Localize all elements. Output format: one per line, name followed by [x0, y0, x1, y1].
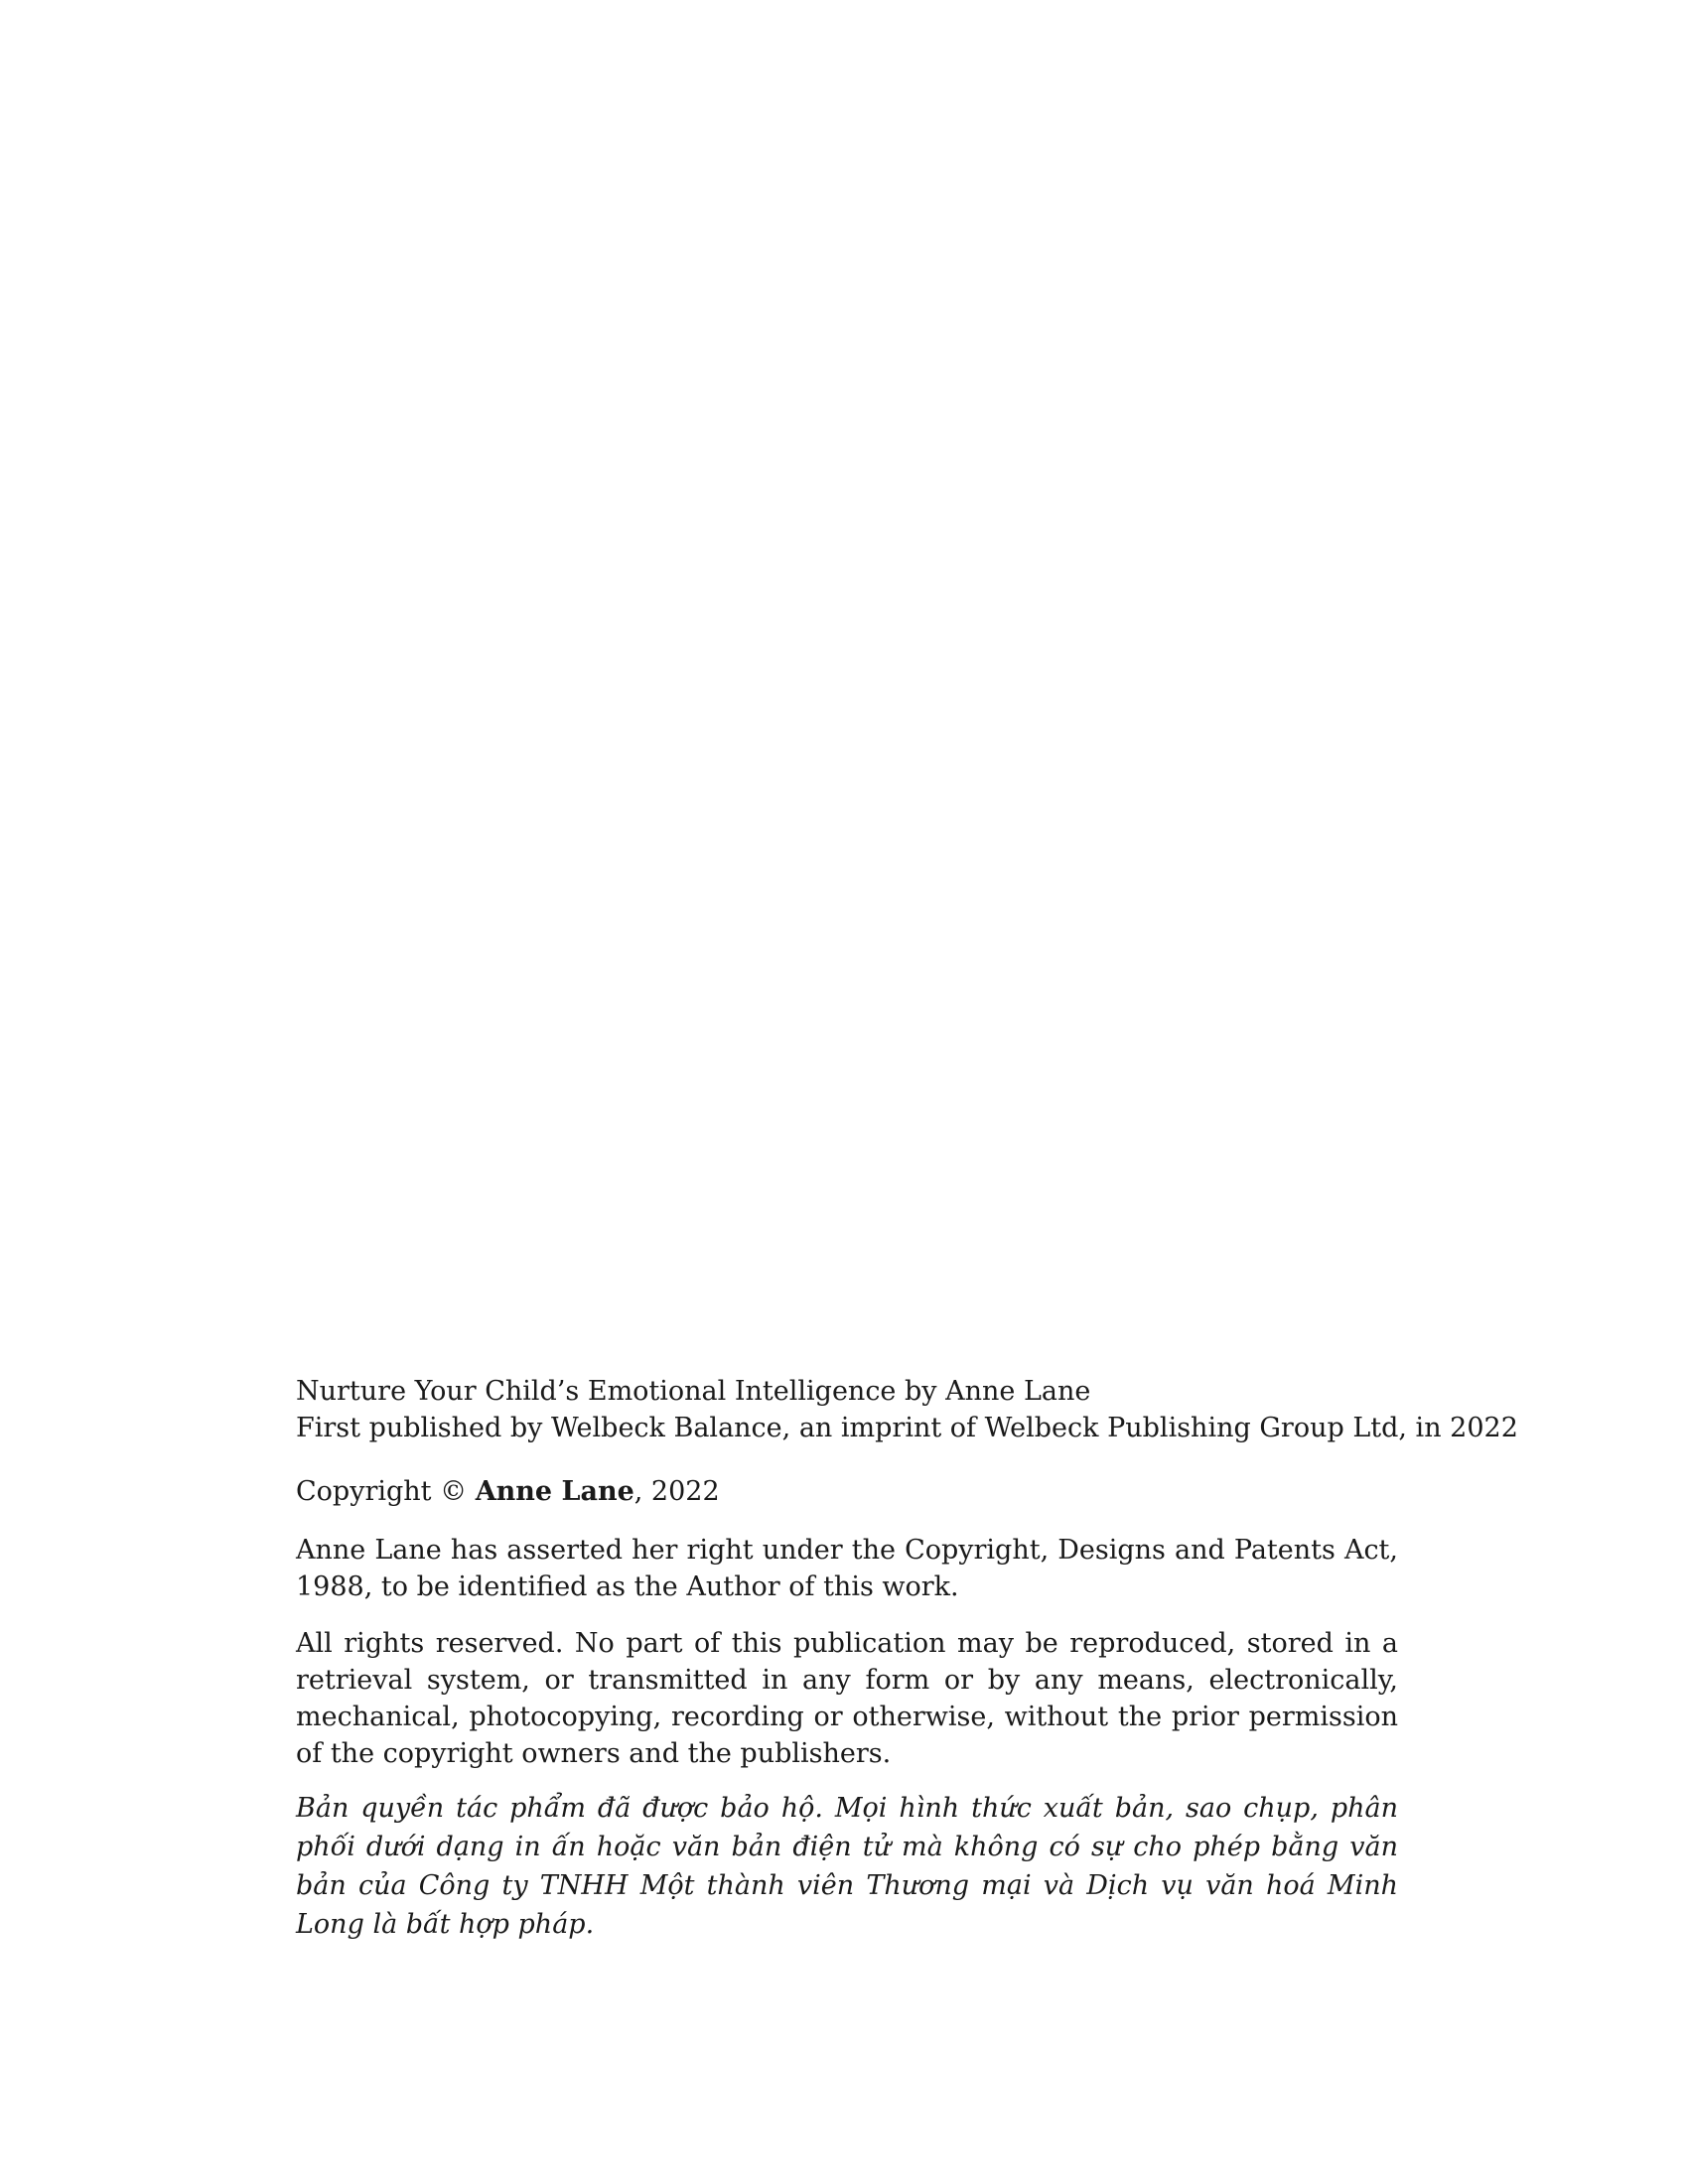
author-rights-paragraph: Anne Lane has asserted her right under the Copyright, Designs and Patents Act, 1988, to be identified as the Author of this work. [296, 1535, 1398, 1602]
copyright-holder: Anne Lane [475, 1476, 634, 1507]
copyright-prefix: Copyright © [296, 1476, 476, 1507]
copyright-line [296, 1473, 1398, 1510]
publisher-line: First published by Welbeck Balance, an imprint of Welbeck Publishing Group Ltd, in 2022 [296, 1413, 1518, 1443]
book-title-line: Nurture Your Child’s Emotional Intelligence by Anne Lane [296, 1376, 1091, 1407]
vietnamese-copyright-notice: Bản quyền tác phẩm đã được bảo hộ. Mọi hình thức xuất bản, sao chụp, phân phối dưới dạng in ấn hoặc văn bản điện tử mà không có sự cho phép bằng văn bản của Công ty TNHH Một thành viên Thương mại và Dịch vụ văn hoá Minh Long là bất hợp pháp. [296, 1793, 1398, 1940]
copyright-year: , 2022 [633, 1476, 720, 1507]
all-rights-reserved-paragraph: All rights reserved. No part of this publication may be reproduced, stored in a retrieval system, or transmitted in any form or by any means, electronically, mechanical, photocopying, recording or otherwise, without the prior permission of the copyright owners and the publishers. [296, 1628, 1398, 1769]
imprint-block [296, 1373, 1518, 1944]
title-block [296, 1373, 1518, 1446]
